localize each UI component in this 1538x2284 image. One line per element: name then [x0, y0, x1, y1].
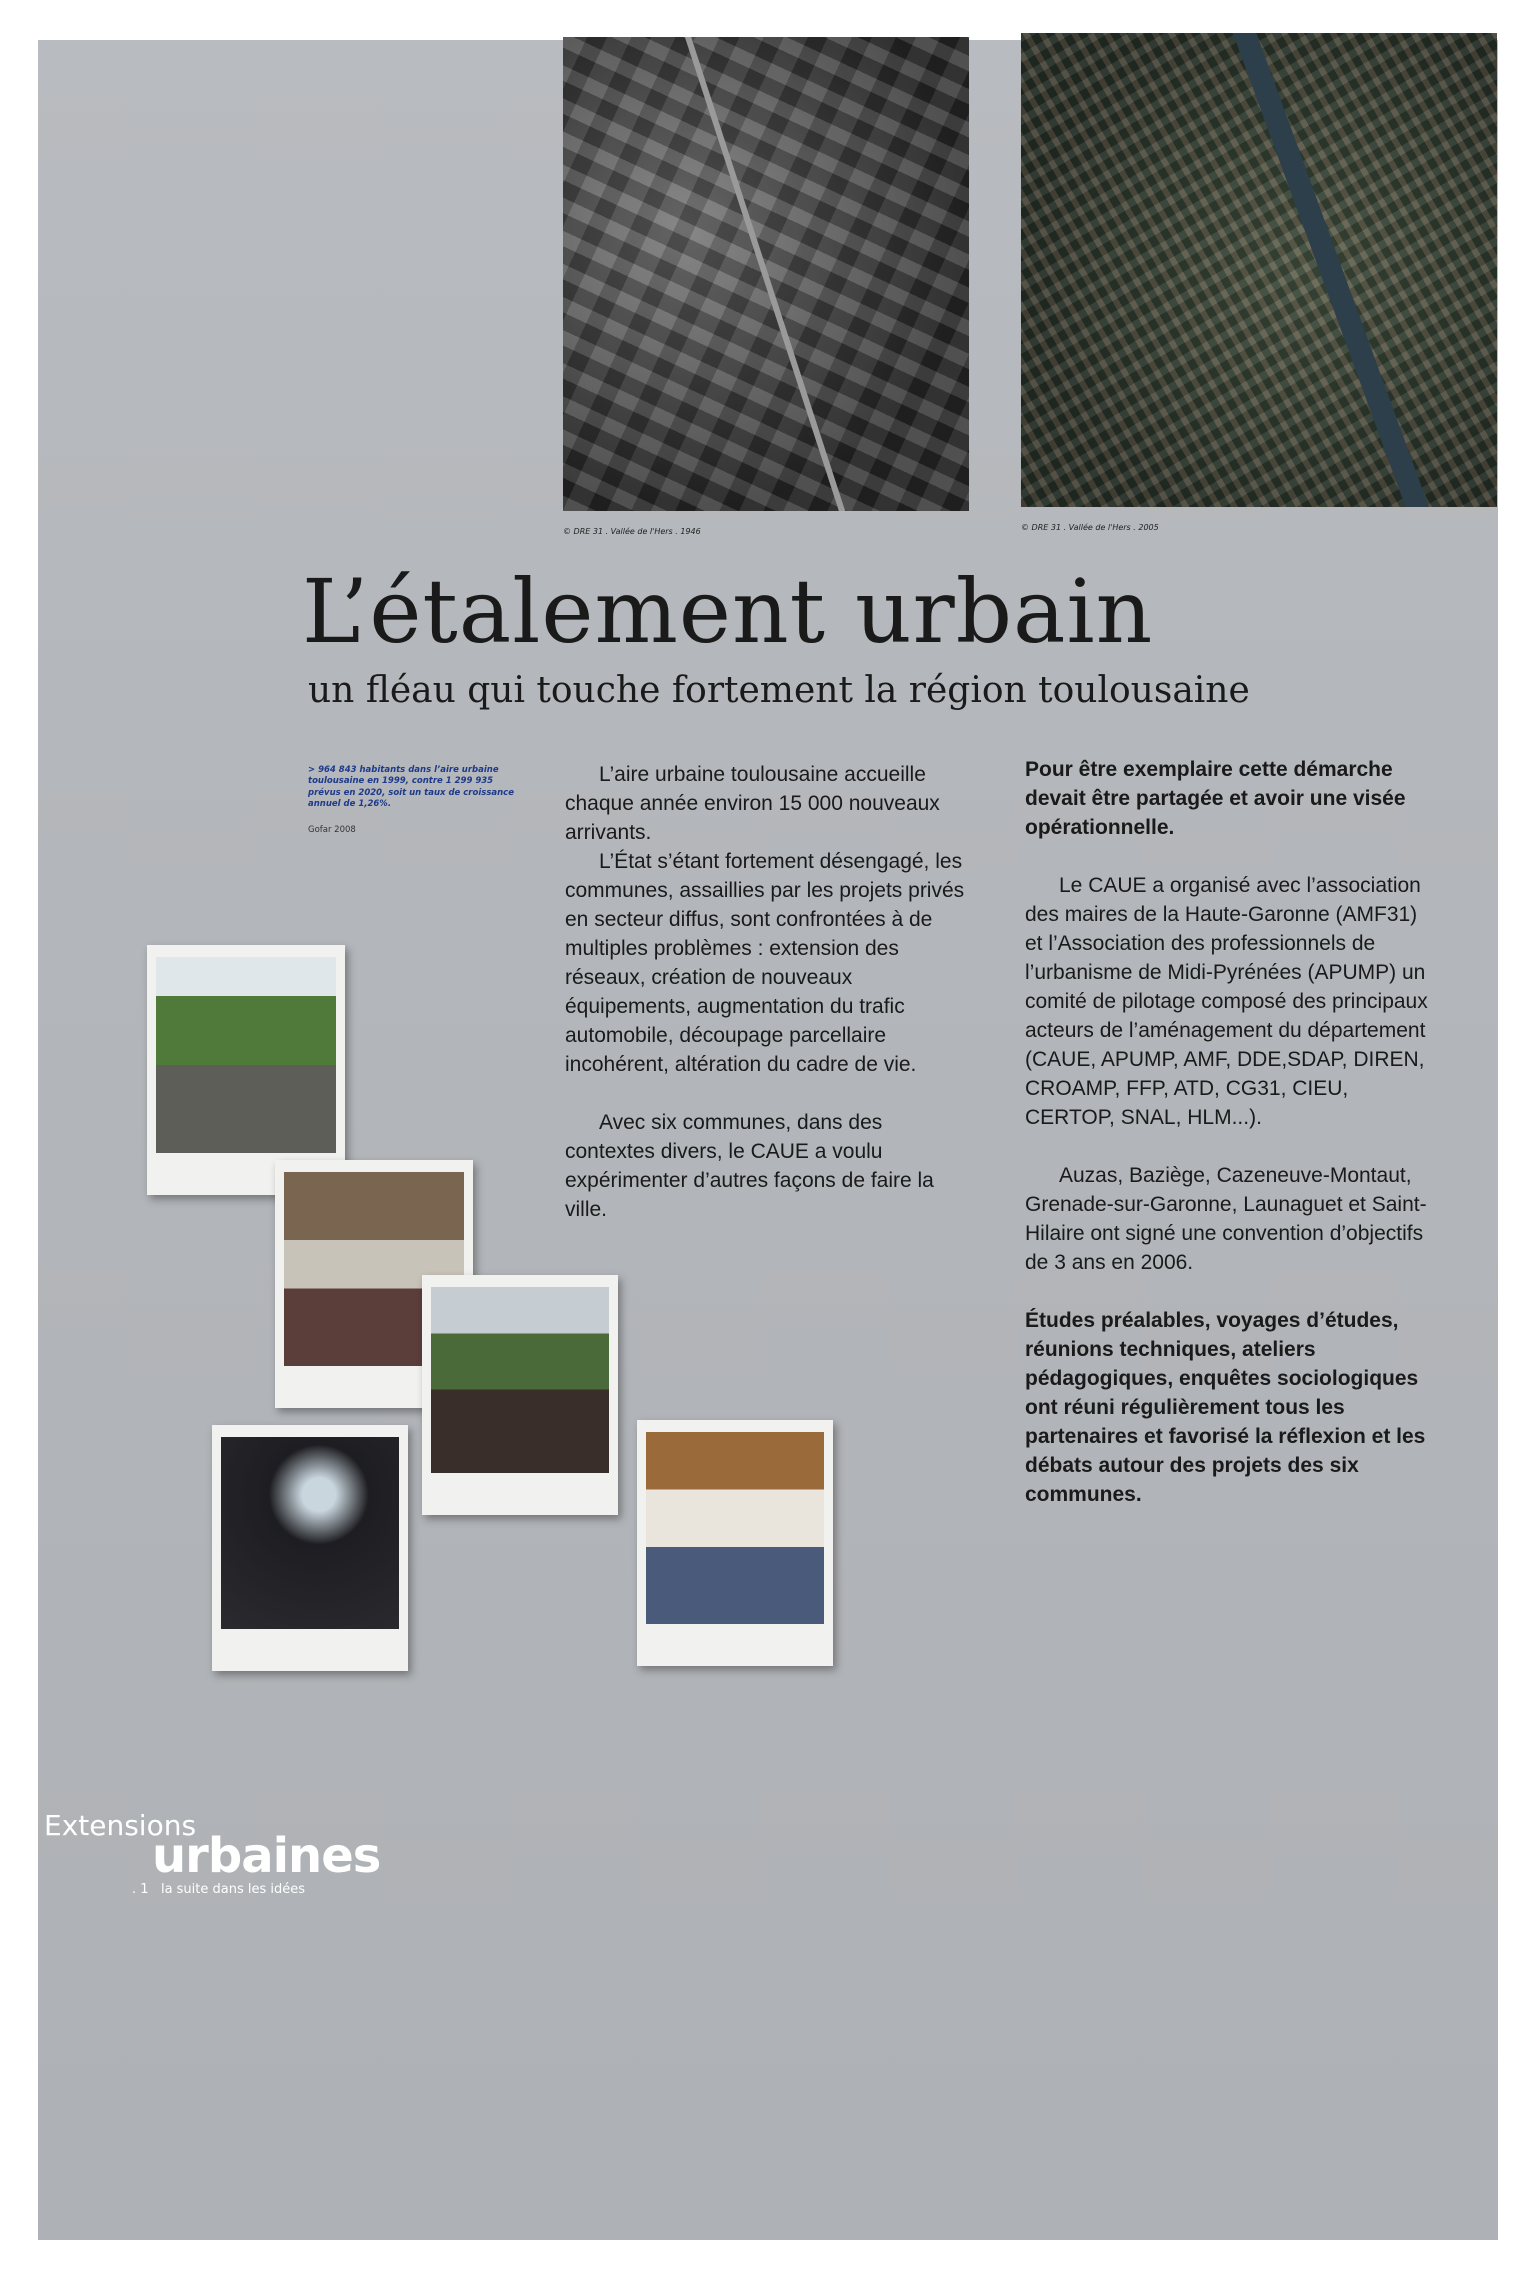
middle-paragraph-2: L’État s’étant fortement désengagé, les communes, assaillies par les projets privés en secteur diffus, sont confrontées à de multiples problèmes : extension des réseaux, création de nouveaux équipements, augmentation du trafic automobile, découpage parcellaire incohérent, altération du cadre de vie. [565, 850, 965, 1076]
page-title: L’étalement urbain [302, 560, 1154, 663]
polaroid-conference [212, 1425, 408, 1671]
column-right [1025, 755, 1430, 1538]
aerial-photo-1946 [563, 37, 969, 511]
aerial-1946-credit: © DRE 31 . Vallée de l'Hers . 1946 [563, 527, 701, 536]
brand-tagline-row [132, 1882, 305, 1897]
population-stat: > 964 843 habitants dans l’aire urbaine toulousaine en 1999, contre 1 299 935 prévus en 2020, soit un taux de croissance annuel de 1,26%. [308, 765, 514, 810]
page-number: . 1 [132, 1882, 149, 1897]
brand-line-1: Extensions [44, 1809, 197, 1842]
brand-logo [44, 1809, 381, 1897]
right-paragraph-2: Le CAUE a organisé avec l’association des maires de la Haute-Garonne (AMF31) et l’Association des professionnels de l’urbanisme de Midi-Pyrénées (APUMP) un comité de pilotage composé des principaux acteurs de l’aménagement du département (CAUE, APUMP, AMF, DDE,SDAP, DIREN, CROAMP, FFP, ATD, CG31, CIEU, CERTOP, SNAL, HLM...). [1025, 874, 1428, 1129]
brand-line-2: urbaines [152, 1828, 381, 1884]
aerial-2005-credit: © DRE 31 . Vallée de l'Hers . 2005 [1021, 523, 1159, 532]
aerial-photo-2005 [1021, 33, 1497, 507]
page-subtitle: un fléau qui touche fortement la région toulousaine [308, 670, 1250, 711]
polaroid-site-visit [147, 945, 345, 1195]
stat-source: Gofar 2008 [308, 825, 356, 835]
brand-tagline: la suite dans les idées [160, 1882, 306, 1897]
polaroid-workshop [637, 1420, 833, 1666]
right-paragraph-3: Auzas, Baziège, Cazeneuve-Montaut, Grenade-sur-Garonne, Launaguet et Saint-Hilaire ont signé une convention d’objectifs de 3 ans en 2006. [1025, 1164, 1427, 1274]
middle-paragraph-3: Avec six communes, dans des contextes divers, le CAUE a voulu expérimenter d’autres façons de faire la ville. [565, 1111, 934, 1221]
polaroid-outdoor-group [422, 1275, 618, 1515]
middle-paragraph-1: L’aire urbaine toulousaine accueille chaque année environ 15 000 nouveaux arrivants. [565, 763, 940, 844]
right-paragraph-4: Études préalables, voyages d’études, réunions techniques, ateliers pédagogiques, enquêtes sociologiques ont réuni régulièrement tous les partenaires et favorisé la réflexion et les débats autour des projets des six communes. [1025, 1309, 1426, 1506]
column-middle [565, 760, 977, 1253]
right-paragraph-1: Pour être exemplaire cette démarche devait être partagée et avoir une visée opérationnelle. [1025, 758, 1406, 839]
